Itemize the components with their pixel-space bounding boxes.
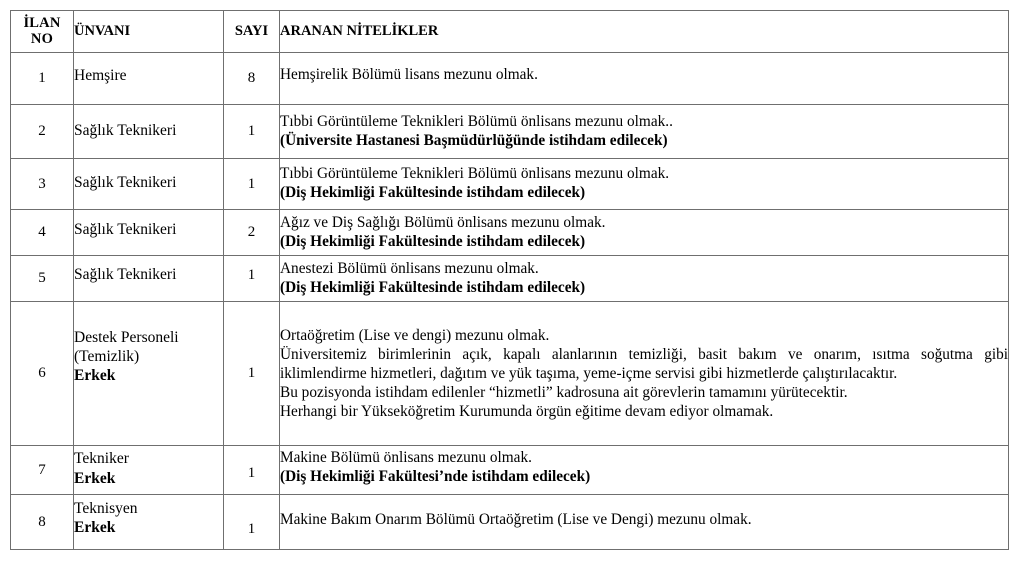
job-listing-table — [10, 10, 1009, 550]
table-row — [11, 210, 1009, 256]
nitelik-line: Ağız ve Diş Sağlığı Bölümü önlisans mezunu olmak. — [280, 213, 606, 231]
cell-ilan-no: 3 — [11, 159, 74, 210]
column-header-ilan-no-line1: İLAN — [23, 14, 61, 31]
nitelik-line: Tıbbi Görüntüleme Teknikleri Bölümü önlisans mezunu olmak. — [280, 165, 670, 183]
cell-unvani — [74, 53, 224, 105]
cell-sayi: 1 — [224, 256, 280, 302]
cell-aranan-nitelikler — [280, 210, 1009, 256]
cell-aranan-nitelikler — [280, 302, 1009, 446]
unvani-text: Sağlık Teknikeri — [74, 121, 177, 139]
cell-ilan-no: 6 — [11, 302, 74, 446]
nitelik-line: Tıbbi Görüntüleme Teknikleri Bölümü önlisans mezunu olmak.. — [280, 112, 673, 130]
cell-unvani — [74, 105, 224, 159]
cell-aranan-nitelikler — [280, 256, 1009, 302]
cell-unvani — [74, 495, 224, 550]
table-row — [11, 446, 1009, 495]
cell-aranan-nitelikler — [280, 105, 1009, 159]
cell-ilan-no: 2 — [11, 105, 74, 159]
cell-sayi: 2 — [224, 210, 280, 256]
column-header-aranan-nitelikler: ARANAN NİTELİKLER — [280, 11, 1009, 53]
cell-aranan-nitelikler — [280, 495, 1009, 550]
cell-sayi: 1 — [224, 302, 280, 446]
unvani-text: Sağlık Teknikeri — [74, 174, 177, 192]
column-header-ilan-no — [11, 11, 74, 53]
table-body — [11, 53, 1009, 550]
nitelik-line: (Diş Hekimliği Fakültesinde istihdam edilecek) — [280, 184, 586, 201]
header-row — [11, 11, 1009, 53]
cell-ilan-no: 5 — [11, 256, 74, 302]
cell-unvani — [74, 256, 224, 302]
nitelik-line: (Diş Hekimliği Fakültesi’nde istihdam edilecek) — [280, 468, 591, 485]
nitelik-line: Makine Bakım Onarım Bölümü Ortaöğretim (Lise ve Dengi) mezunu olmak. — [280, 510, 752, 528]
nitelik-line: Ortaöğretim (Lise ve dengi) mezunu olmak. — [280, 327, 550, 345]
cell-ilan-no: 4 — [11, 210, 74, 256]
unvani-bold-text: Erkek — [74, 519, 116, 536]
cell-ilan-no: 8 — [11, 495, 74, 550]
cell-sayi: 1 — [224, 495, 280, 550]
cell-aranan-nitelikler — [280, 159, 1009, 210]
table-header — [11, 11, 1009, 53]
cell-unvani — [74, 210, 224, 256]
cell-ilan-no: 7 — [11, 446, 74, 495]
nitelik-line: Anestezi Bölümü önlisans mezunu olmak. — [280, 259, 539, 277]
unvani-text: Tekniker — [74, 450, 129, 468]
nitelik-line: (Diş Hekimliği Fakültesinde istihdam edilecek) — [280, 278, 586, 296]
column-header-ilan-no-line2: NO — [30, 30, 54, 47]
table-row — [11, 256, 1009, 302]
table-row — [11, 105, 1009, 159]
cell-aranan-nitelikler — [280, 446, 1009, 495]
unvani-text: Sağlık Teknikeri — [74, 265, 177, 283]
table-row — [11, 159, 1009, 210]
cell-ilan-no: 1 — [11, 53, 74, 105]
cell-unvani — [74, 446, 224, 495]
nitelik-line: Üniversitemiz birimlerinin açık, kapalı alanlarının temizliği, basit bakım ve onarım, ısıtma soğutma gibi iklimlendirme hizmetleri, dağıtım ve yük taşıma, yeme-içme servisi gibi hizmetlerde çalıştırılacaktır. — [280, 346, 1008, 383]
unvani-bold-text: Erkek — [74, 469, 116, 487]
nitelik-line: Makine Bölümü önlisans mezunu olmak. — [280, 449, 532, 467]
nitelik-line: Herhangi bir Yükseköğretim Kurumunda örgün eğitime devam ediyor olmamak. — [280, 402, 774, 420]
cell-sayi: 8 — [224, 53, 280, 105]
cell-unvani — [74, 159, 224, 210]
nitelik-line: Bu pozisyonda istihdam edilenler “hizmetli” kadrosuna ait görevlerin tamamını yürütecektir. — [280, 383, 848, 401]
nitelik-line: Hemşirelik Bölümü lisans mezunu olmak. — [280, 65, 538, 83]
column-header-unvani: ÜNVANI — [74, 11, 224, 53]
nitelik-line: (Diş Hekimliği Fakültesinde istihdam edilecek) — [280, 232, 586, 250]
cell-sayi: 1 — [224, 159, 280, 210]
table-row — [11, 495, 1009, 550]
unvani-bold-text: Erkek — [74, 367, 116, 385]
cell-unvani — [74, 302, 224, 446]
unvani-text: Sağlık Teknikeri — [74, 220, 177, 238]
table-row — [11, 53, 1009, 105]
cell-sayi: 1 — [224, 105, 280, 159]
unvani-text: Teknisyen — [74, 499, 138, 517]
column-header-sayi: SAYI — [224, 11, 280, 53]
cell-aranan-nitelikler — [280, 53, 1009, 105]
table-row — [11, 302, 1009, 446]
unvani-text: Destek Personeli (Temizlik) — [74, 328, 179, 365]
unvani-text: Hemşire — [74, 66, 127, 84]
nitelik-line: (Üniversite Hastanesi Başmüdürlüğünde istihdam edilecek) — [280, 131, 668, 149]
cell-sayi: 1 — [224, 446, 280, 495]
